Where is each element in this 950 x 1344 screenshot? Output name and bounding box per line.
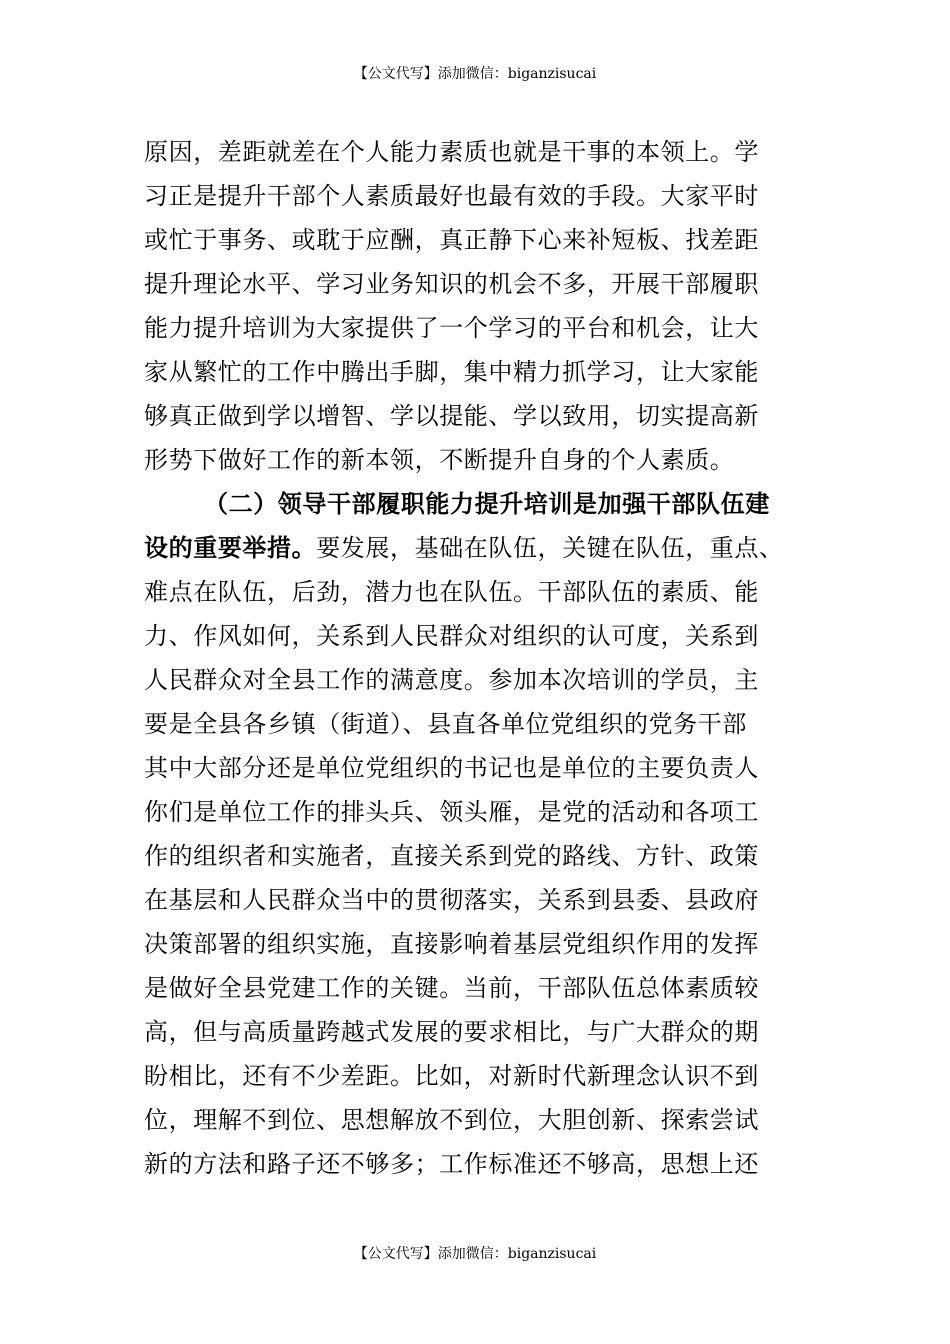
text-line: 在基层和人民群众当中的贯彻落实，关系到县委、县政府	[144, 886, 759, 914]
text-line: 高，但与高质量跨越式发展的要求相比，与广大群众的期	[144, 1018, 759, 1046]
text-line: 位，理解不到位、思想解放不到位，大胆创新、探索尝试	[144, 1106, 759, 1134]
page-header: 【公文代写】添加微信：biganzisucai	[353, 66, 597, 82]
text-line: 力、作风如何，关系到人民群众对组织的认可度，关系到	[144, 622, 759, 650]
text-line: 能力提升培训为大家提供了一个学习的平台和机会，让大	[144, 314, 759, 342]
text-line: 盼相比，还有不少差距。比如，对新时代新理念认识不到	[144, 1062, 759, 1090]
text-line: 决策部署的组织实施，直接影响着基层党组织作用的发挥	[144, 930, 759, 958]
text-line: 人民群众对全县工作的满意度。参加本次培训的学员，主	[144, 666, 759, 694]
page-footer: 【公文代写】添加微信：biganzisucai	[353, 1246, 597, 1262]
document-body	[144, 130, 824, 1186]
text-line: 难点在队伍，后劲，潜力也在队伍。干部队伍的素质、能	[144, 578, 759, 606]
text-line: 提升理论水平、学习业务知识的机会不多，开展干部履职	[144, 270, 759, 298]
text-line: 家从繁忙的工作中腾出手脚，集中精力抓学习，让大家能	[144, 358, 759, 386]
text-line: 你们是单位工作的排头兵、领头雁，是党的活动和各项工	[144, 798, 759, 826]
text-line: 够真正做到学以增智、学以提能、学以致用，切实提高新	[144, 402, 759, 430]
section-heading: （二）领导干部履职能力提升培训是加强干部队伍建	[204, 490, 770, 518]
text-line: 习正是提升干部个人素质最好也最有效的手段。大家平时	[144, 182, 759, 210]
text-span: 要发展，基础在队伍，关键在队伍，重点、	[316, 534, 784, 562]
text-line: 作的组织者和实施者，直接关系到党的路线、方针、政策	[144, 842, 759, 870]
text-line: 形势下做好工作的新本领，不断提升自身的个人素质。	[144, 446, 735, 474]
text-line: 原因，差距就差在个人能力素质也就是干事的本领上。学	[144, 138, 759, 166]
text-line: 要是全县各乡镇（街道）、县直各单位党组织的党务干部	[144, 710, 747, 738]
text-line: 其中大部分还是单位党组织的书记也是单位的主要负责人	[144, 754, 759, 782]
text-line: 新的方法和路子还不够多；工作标准还不够高，思想上还	[144, 1150, 759, 1178]
section-heading-end: 设的重要举措。	[144, 534, 317, 562]
text-line: 是做好全县党建工作的关键。当前，干部队伍总体素质较	[144, 974, 759, 1002]
text-line	[144, 526, 824, 570]
text-line: 或忙于事务、或耽于应酬，真正静下心来补短板、找差距	[144, 226, 759, 254]
